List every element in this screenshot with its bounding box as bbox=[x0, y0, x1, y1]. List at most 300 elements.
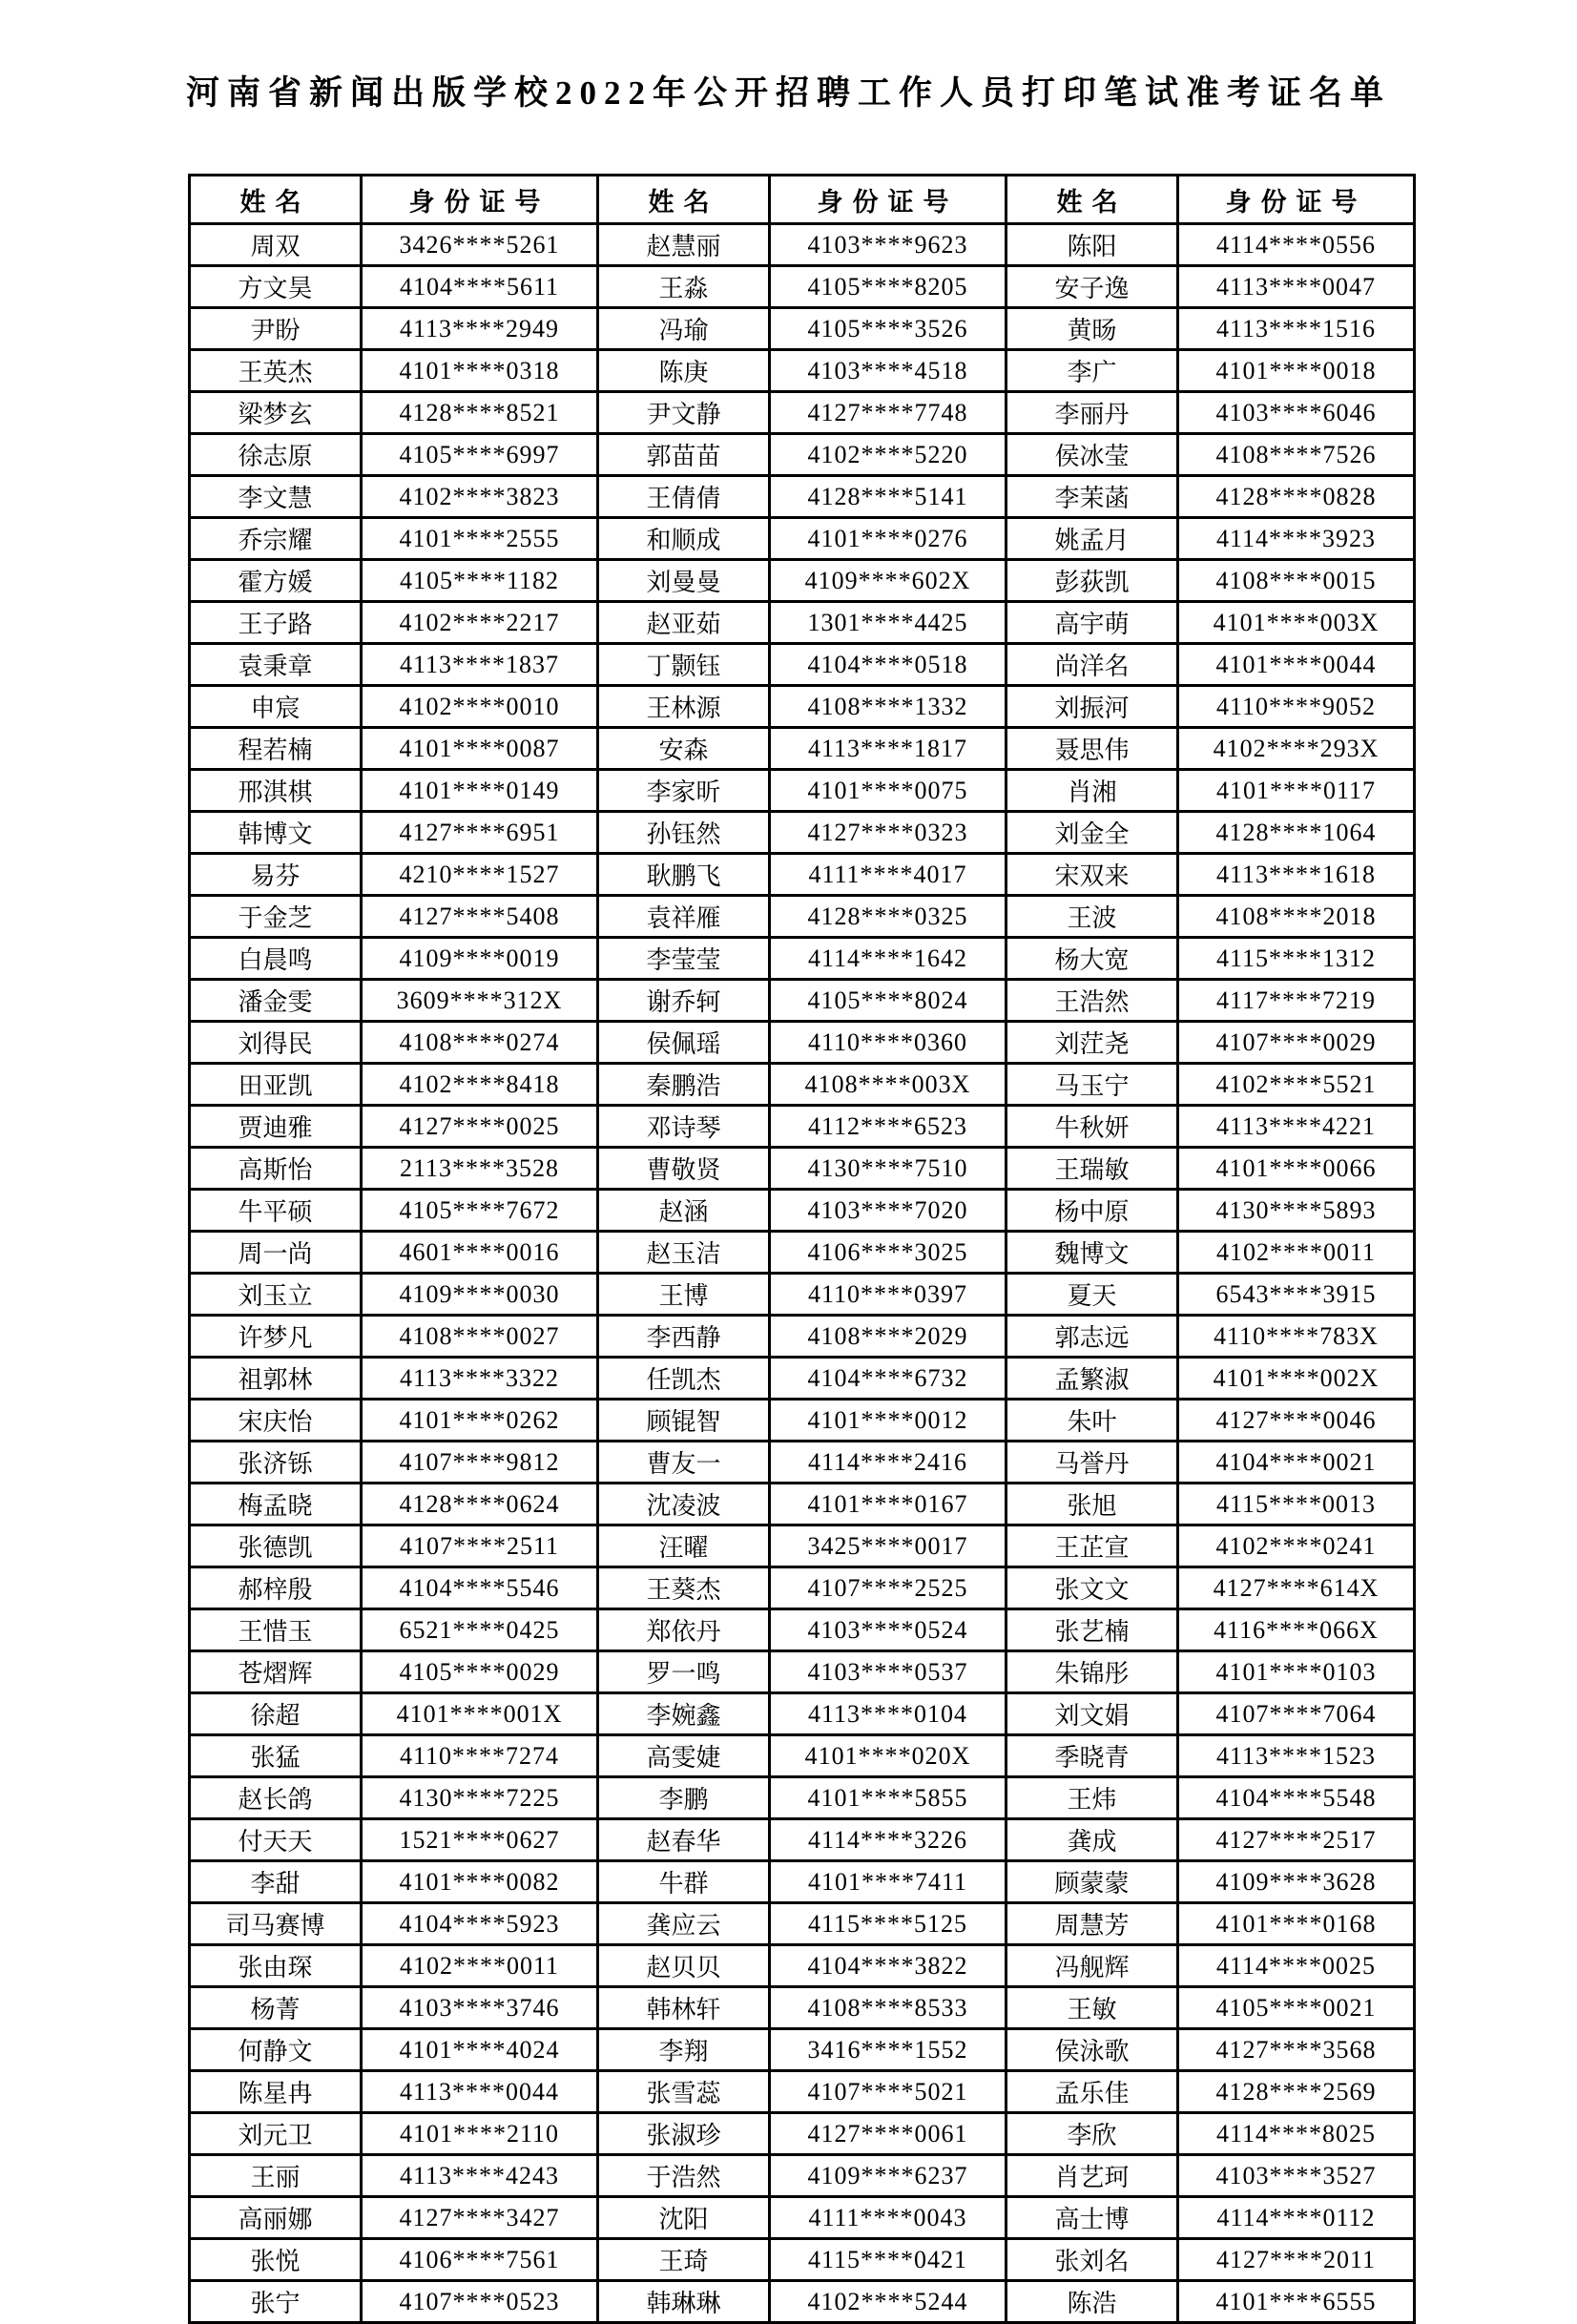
id-number-cell: 4127****7748 bbox=[770, 392, 1006, 434]
name-cell: 张德凯 bbox=[190, 1525, 362, 1567]
name-cell: 易芬 bbox=[190, 854, 362, 896]
table-row bbox=[190, 2155, 1415, 2197]
name-cell: 赵涵 bbox=[598, 1190, 770, 1232]
id-number-cell: 4101****0012 bbox=[770, 1400, 1006, 1442]
id-number-cell: 4101****4024 bbox=[362, 2029, 598, 2071]
col-header-name: 姓名 bbox=[1006, 176, 1178, 224]
id-number-cell: 4113****0047 bbox=[1178, 266, 1415, 308]
id-number-cell: 4113****0104 bbox=[770, 1693, 1006, 1735]
name-cell: 王倩倩 bbox=[598, 476, 770, 518]
name-cell: 李甜 bbox=[190, 1861, 362, 1903]
name-cell: 侯佩瑶 bbox=[598, 1022, 770, 1064]
id-number-cell: 4101****0262 bbox=[362, 1400, 598, 1442]
col-header-id: 身份证号 bbox=[1178, 176, 1415, 224]
name-cell: 白晨鸣 bbox=[190, 938, 362, 980]
id-number-cell: 4103****3746 bbox=[362, 1987, 598, 2029]
id-number-cell: 4103****9623 bbox=[770, 224, 1006, 266]
name-cell: 张雪蕊 bbox=[598, 2071, 770, 2113]
table-row bbox=[190, 1651, 1415, 1693]
table-row bbox=[190, 518, 1415, 560]
id-number-cell: 4102****5521 bbox=[1178, 1064, 1415, 1106]
table-row bbox=[190, 1358, 1415, 1400]
id-number-cell: 4108****7526 bbox=[1178, 434, 1415, 476]
name-cell: 陈庚 bbox=[598, 350, 770, 392]
name-cell: 苍熠辉 bbox=[190, 1651, 362, 1693]
id-number-cell: 4104****6732 bbox=[770, 1358, 1006, 1400]
name-cell: 刘玉立 bbox=[190, 1274, 362, 1316]
name-cell: 申宸 bbox=[190, 686, 362, 728]
id-number-cell: 4130****7225 bbox=[362, 1777, 598, 1819]
id-number-cell: 4108****0027 bbox=[362, 1316, 598, 1358]
name-cell: 王丽 bbox=[190, 2155, 362, 2197]
name-cell: 马誉丹 bbox=[1006, 1442, 1178, 1484]
name-cell: 李婉鑫 bbox=[598, 1693, 770, 1735]
id-number-cell: 4107****7064 bbox=[1178, 1693, 1415, 1735]
id-number-cell: 4127****3568 bbox=[1178, 2029, 1415, 2071]
id-number-cell: 4107****9812 bbox=[362, 1442, 598, 1484]
name-cell: 侯泳歌 bbox=[1006, 2029, 1178, 2071]
name-cell: 杨菁 bbox=[190, 1987, 362, 2029]
id-number-cell: 4104****5546 bbox=[362, 1567, 598, 1609]
table-row bbox=[190, 686, 1415, 728]
name-cell: 王波 bbox=[1006, 896, 1178, 938]
table-row bbox=[190, 2113, 1415, 2155]
name-cell: 高斯怡 bbox=[190, 1148, 362, 1190]
name-cell: 高丽娜 bbox=[190, 2197, 362, 2239]
id-number-cell: 4105****1182 bbox=[362, 560, 598, 602]
table-row bbox=[190, 728, 1415, 770]
id-number-cell: 4101****0075 bbox=[770, 770, 1006, 812]
id-number-cell: 4113****1523 bbox=[1178, 1735, 1415, 1777]
id-number-cell: 4115****5125 bbox=[770, 1903, 1006, 1945]
id-number-cell: 4111****4017 bbox=[770, 854, 1006, 896]
name-cell: 乔宗耀 bbox=[190, 518, 362, 560]
name-cell: 赵慧丽 bbox=[598, 224, 770, 266]
name-cell: 王惜玉 bbox=[190, 1609, 362, 1651]
id-number-cell: 4102****2217 bbox=[362, 602, 598, 644]
roster-table bbox=[188, 174, 1416, 2324]
id-number-cell: 4128****2569 bbox=[1178, 2071, 1415, 2113]
id-number-cell: 4108****2018 bbox=[1178, 896, 1415, 938]
table-row bbox=[190, 1525, 1415, 1567]
id-number-cell: 4108****0015 bbox=[1178, 560, 1415, 602]
table-row bbox=[190, 434, 1415, 476]
id-number-cell: 4115****1312 bbox=[1178, 938, 1415, 980]
table-row bbox=[190, 266, 1415, 308]
name-cell: 孟繁淑 bbox=[1006, 1358, 1178, 1400]
id-number-cell: 4127****3427 bbox=[362, 2197, 598, 2239]
table-row bbox=[190, 980, 1415, 1022]
name-cell: 夏天 bbox=[1006, 1274, 1178, 1316]
name-cell: 司马赛博 bbox=[190, 1903, 362, 1945]
name-cell: 王英杰 bbox=[190, 350, 362, 392]
name-cell: 龚成 bbox=[1006, 1819, 1178, 1861]
name-cell: 沈阳 bbox=[598, 2197, 770, 2239]
id-number-cell: 4101****0149 bbox=[362, 770, 598, 812]
name-cell: 高宇萌 bbox=[1006, 602, 1178, 644]
id-number-cell: 4109****6237 bbox=[770, 2155, 1006, 2197]
name-cell: 沈凌波 bbox=[598, 1484, 770, 1525]
id-number-cell: 3426****5261 bbox=[362, 224, 598, 266]
name-cell: 张刘名 bbox=[1006, 2239, 1178, 2281]
name-cell: 陈阳 bbox=[1006, 224, 1178, 266]
id-number-cell: 4105****6997 bbox=[362, 434, 598, 476]
name-cell: 杨大宽 bbox=[1006, 938, 1178, 980]
name-cell: 曹友一 bbox=[598, 1442, 770, 1484]
table-row bbox=[190, 1945, 1415, 1987]
id-number-cell: 4102****0010 bbox=[362, 686, 598, 728]
table-row bbox=[190, 476, 1415, 518]
name-cell: 刘振河 bbox=[1006, 686, 1178, 728]
name-cell: 赵玉洁 bbox=[598, 1232, 770, 1274]
id-number-cell: 4105****8205 bbox=[770, 266, 1006, 308]
id-number-cell: 4108****1332 bbox=[770, 686, 1006, 728]
id-number-cell: 4111****0043 bbox=[770, 2197, 1006, 2239]
id-number-cell: 4110****7274 bbox=[362, 1735, 598, 1777]
name-cell: 徐志原 bbox=[190, 434, 362, 476]
table-row bbox=[190, 1232, 1415, 1274]
name-cell: 王林源 bbox=[598, 686, 770, 728]
id-number-cell: 4107****2525 bbox=[770, 1567, 1006, 1609]
id-number-cell: 4102****5220 bbox=[770, 434, 1006, 476]
table-row bbox=[190, 2281, 1415, 2323]
id-number-cell: 4114****0025 bbox=[1178, 1945, 1415, 1987]
name-cell: 李欣 bbox=[1006, 2113, 1178, 2155]
id-number-cell: 4101****0168 bbox=[1178, 1903, 1415, 1945]
id-number-cell: 4101****0082 bbox=[362, 1861, 598, 1903]
id-number-cell: 4128****0624 bbox=[362, 1484, 598, 1525]
table-row bbox=[190, 2239, 1415, 2281]
table-row bbox=[190, 602, 1415, 644]
name-cell: 韩博文 bbox=[190, 812, 362, 854]
name-cell: 宋双来 bbox=[1006, 854, 1178, 896]
table-row bbox=[190, 1609, 1415, 1651]
id-number-cell: 4109****3628 bbox=[1178, 1861, 1415, 1903]
name-cell: 张由琛 bbox=[190, 1945, 362, 1987]
id-number-cell: 4108****2029 bbox=[770, 1316, 1006, 1358]
id-number-cell: 4128****1064 bbox=[1178, 812, 1415, 854]
id-number-cell: 4113****0044 bbox=[362, 2071, 598, 2113]
id-number-cell: 4601****0016 bbox=[362, 1232, 598, 1274]
id-number-cell: 4110****0397 bbox=[770, 1274, 1006, 1316]
name-cell: 季晓青 bbox=[1006, 1735, 1178, 1777]
id-number-cell: 1521****0627 bbox=[362, 1819, 598, 1861]
id-number-cell: 4103****4518 bbox=[770, 350, 1006, 392]
name-cell: 李家昕 bbox=[598, 770, 770, 812]
id-number-cell: 4109****0019 bbox=[362, 938, 598, 980]
id-number-cell: 4130****5893 bbox=[1178, 1190, 1415, 1232]
name-cell: 贾迪雅 bbox=[190, 1106, 362, 1148]
id-number-cell: 4101****7411 bbox=[770, 1861, 1006, 1903]
name-cell: 李莹莹 bbox=[598, 938, 770, 980]
id-number-cell: 4110****9052 bbox=[1178, 686, 1415, 728]
table-header bbox=[190, 176, 1415, 224]
table-row bbox=[190, 1106, 1415, 1148]
id-number-cell: 6543****3915 bbox=[1178, 1274, 1415, 1316]
table-row bbox=[190, 1735, 1415, 1777]
name-cell: 祖郭林 bbox=[190, 1358, 362, 1400]
name-cell: 宋庆怡 bbox=[190, 1400, 362, 1442]
name-cell: 陈星冉 bbox=[190, 2071, 362, 2113]
id-number-cell: 4107****5021 bbox=[770, 2071, 1006, 2113]
name-cell: 曹敬贤 bbox=[598, 1148, 770, 1190]
name-cell: 于浩然 bbox=[598, 2155, 770, 2197]
id-number-cell: 4106****7561 bbox=[362, 2239, 598, 2281]
id-number-cell: 4112****6523 bbox=[770, 1106, 1006, 1148]
name-cell: 潘金雯 bbox=[190, 980, 362, 1022]
name-cell: 尹文静 bbox=[598, 392, 770, 434]
id-number-cell: 4107****0523 bbox=[362, 2281, 598, 2323]
id-number-cell: 4105****3526 bbox=[770, 308, 1006, 350]
id-number-cell: 4108****0274 bbox=[362, 1022, 598, 1064]
id-number-cell: 4101****2555 bbox=[362, 518, 598, 560]
id-number-cell: 4101****0318 bbox=[362, 350, 598, 392]
name-cell: 张旭 bbox=[1006, 1484, 1178, 1525]
name-cell: 刘文娟 bbox=[1006, 1693, 1178, 1735]
id-number-cell: 4130****7510 bbox=[770, 1148, 1006, 1190]
table-row bbox=[190, 812, 1415, 854]
name-cell: 尹盼 bbox=[190, 308, 362, 350]
id-number-cell: 1301****4425 bbox=[770, 602, 1006, 644]
name-cell: 聂思伟 bbox=[1006, 728, 1178, 770]
id-number-cell: 4113****1618 bbox=[1178, 854, 1415, 896]
id-number-cell: 4113****3322 bbox=[362, 1358, 598, 1400]
name-cell: 周双 bbox=[190, 224, 362, 266]
name-cell: 何静文 bbox=[190, 2029, 362, 2071]
name-cell: 丁颢钰 bbox=[598, 644, 770, 686]
name-cell: 于金芝 bbox=[190, 896, 362, 938]
table-row bbox=[190, 1274, 1415, 1316]
id-number-cell: 4105****0021 bbox=[1178, 1987, 1415, 2029]
id-number-cell: 4128****0325 bbox=[770, 896, 1006, 938]
id-number-cell: 4102****0011 bbox=[362, 1945, 598, 1987]
id-number-cell: 4104****5548 bbox=[1178, 1777, 1415, 1819]
name-cell: 朱叶 bbox=[1006, 1400, 1178, 1442]
name-cell: 尚洋名 bbox=[1006, 644, 1178, 686]
name-cell: 冯瑜 bbox=[598, 308, 770, 350]
name-cell: 高士博 bbox=[1006, 2197, 1178, 2239]
name-cell: 陈浩 bbox=[1006, 2281, 1178, 2323]
name-cell: 张宁 bbox=[190, 2281, 362, 2323]
id-number-cell: 4110****783X bbox=[1178, 1316, 1415, 1358]
id-number-cell: 4104****5611 bbox=[362, 266, 598, 308]
name-cell: 王子路 bbox=[190, 602, 362, 644]
name-cell: 张济铄 bbox=[190, 1442, 362, 1484]
name-cell: 罗一鸣 bbox=[598, 1651, 770, 1693]
id-number-cell: 4113****1817 bbox=[770, 728, 1006, 770]
id-number-cell: 4210****1527 bbox=[362, 854, 598, 896]
id-number-cell: 4105****7672 bbox=[362, 1190, 598, 1232]
table-row bbox=[190, 1819, 1415, 1861]
id-number-cell: 4105****8024 bbox=[770, 980, 1006, 1022]
id-number-cell: 4127****0061 bbox=[770, 2113, 1006, 2155]
name-cell: 顾锟智 bbox=[598, 1400, 770, 1442]
id-number-cell: 4116****066X bbox=[1178, 1609, 1415, 1651]
name-cell: 郭志远 bbox=[1006, 1316, 1178, 1358]
name-cell: 袁秉章 bbox=[190, 644, 362, 686]
name-cell: 孙钰然 bbox=[598, 812, 770, 854]
name-cell: 顾蒙蒙 bbox=[1006, 1861, 1178, 1903]
name-cell: 王炜 bbox=[1006, 1777, 1178, 1819]
id-number-cell: 4127****0323 bbox=[770, 812, 1006, 854]
name-cell: 侯冰莹 bbox=[1006, 434, 1178, 476]
name-cell: 李丽丹 bbox=[1006, 392, 1178, 434]
name-cell: 韩林轩 bbox=[598, 1987, 770, 2029]
name-cell: 邓诗琴 bbox=[598, 1106, 770, 1148]
id-number-cell: 4109****0030 bbox=[362, 1274, 598, 1316]
table-row bbox=[190, 1064, 1415, 1106]
id-number-cell: 4108****003X bbox=[770, 1064, 1006, 1106]
name-cell: 霍方媛 bbox=[190, 560, 362, 602]
id-number-cell: 4110****0360 bbox=[770, 1022, 1006, 1064]
name-cell: 张艺楠 bbox=[1006, 1609, 1178, 1651]
table-row bbox=[190, 644, 1415, 686]
name-cell: 刘金全 bbox=[1006, 812, 1178, 854]
name-cell: 郝梓殷 bbox=[190, 1567, 362, 1609]
id-number-cell: 4107****0029 bbox=[1178, 1022, 1415, 1064]
id-number-cell: 4101****020X bbox=[770, 1735, 1006, 1777]
id-number-cell: 4101****6555 bbox=[1178, 2281, 1415, 2323]
name-cell: 牛群 bbox=[598, 1861, 770, 1903]
table-row bbox=[190, 560, 1415, 602]
id-number-cell: 4127****0025 bbox=[362, 1106, 598, 1148]
id-number-cell: 4103****0537 bbox=[770, 1651, 1006, 1693]
name-cell: 赵长鸽 bbox=[190, 1777, 362, 1819]
name-cell: 刘茳尧 bbox=[1006, 1022, 1178, 1064]
id-number-cell: 3609****312X bbox=[362, 980, 598, 1022]
name-cell: 张悦 bbox=[190, 2239, 362, 2281]
table-row bbox=[190, 938, 1415, 980]
table-row bbox=[190, 1987, 1415, 2029]
name-cell: 王浩然 bbox=[1006, 980, 1178, 1022]
id-number-cell: 4127****6951 bbox=[362, 812, 598, 854]
id-number-cell: 4101****003X bbox=[1178, 602, 1415, 644]
name-cell: 刘元卫 bbox=[190, 2113, 362, 2155]
id-number-cell: 4101****0117 bbox=[1178, 770, 1415, 812]
id-number-cell: 4114****2416 bbox=[770, 1442, 1006, 1484]
id-number-cell: 4114****8025 bbox=[1178, 2113, 1415, 2155]
name-cell: 秦鹏浩 bbox=[598, 1064, 770, 1106]
name-cell: 高雯婕 bbox=[598, 1735, 770, 1777]
name-cell: 郑依丹 bbox=[598, 1609, 770, 1651]
name-cell: 周慧芳 bbox=[1006, 1903, 1178, 1945]
name-cell: 彭荻凯 bbox=[1006, 560, 1178, 602]
table-row bbox=[190, 1484, 1415, 1525]
table-row bbox=[190, 392, 1415, 434]
name-cell: 张淑珍 bbox=[598, 2113, 770, 2155]
name-cell: 张文文 bbox=[1006, 1567, 1178, 1609]
id-number-cell: 4101****0087 bbox=[362, 728, 598, 770]
name-cell: 徐超 bbox=[190, 1693, 362, 1735]
table-row bbox=[190, 1777, 1415, 1819]
name-cell: 王芷宣 bbox=[1006, 1525, 1178, 1567]
col-header-name: 姓名 bbox=[598, 176, 770, 224]
name-cell: 任凯杰 bbox=[598, 1358, 770, 1400]
id-number-cell: 4127****0046 bbox=[1178, 1400, 1415, 1442]
table-row bbox=[190, 224, 1415, 266]
name-cell: 刘得民 bbox=[190, 1022, 362, 1064]
name-cell: 孟乐佳 bbox=[1006, 2071, 1178, 2113]
id-number-cell: 4103****6046 bbox=[1178, 392, 1415, 434]
name-cell: 谢乔轲 bbox=[598, 980, 770, 1022]
id-number-cell: 4128****0828 bbox=[1178, 476, 1415, 518]
name-cell: 王博 bbox=[598, 1274, 770, 1316]
id-number-cell: 4101****001X bbox=[362, 1693, 598, 1735]
id-number-cell: 4102****0241 bbox=[1178, 1525, 1415, 1567]
id-number-cell: 4102****0011 bbox=[1178, 1232, 1415, 1274]
col-header-name: 姓名 bbox=[190, 176, 362, 224]
id-number-cell: 4104****0021 bbox=[1178, 1442, 1415, 1484]
id-number-cell: 4113****4221 bbox=[1178, 1106, 1415, 1148]
name-cell: 付天天 bbox=[190, 1819, 362, 1861]
table-row bbox=[190, 770, 1415, 812]
id-number-cell: 4101****5855 bbox=[770, 1777, 1006, 1819]
id-number-cell: 4101****2110 bbox=[362, 2113, 598, 2155]
table-row bbox=[190, 854, 1415, 896]
id-number-cell: 4102****5244 bbox=[770, 2281, 1006, 2323]
name-cell: 牛平硕 bbox=[190, 1190, 362, 1232]
id-number-cell: 3425****0017 bbox=[770, 1525, 1006, 1567]
name-cell: 安子逸 bbox=[1006, 266, 1178, 308]
name-cell: 王葵杰 bbox=[598, 1567, 770, 1609]
table-row bbox=[190, 350, 1415, 392]
table-row bbox=[190, 1148, 1415, 1190]
name-cell: 汪曜 bbox=[598, 1525, 770, 1567]
id-number-cell: 4104****5923 bbox=[362, 1903, 598, 1945]
table-row bbox=[190, 1400, 1415, 1442]
name-cell: 安森 bbox=[598, 728, 770, 770]
id-number-cell: 4102****3823 bbox=[362, 476, 598, 518]
id-number-cell: 4101****002X bbox=[1178, 1358, 1415, 1400]
id-number-cell: 4109****602X bbox=[770, 560, 1006, 602]
name-cell: 杨中原 bbox=[1006, 1190, 1178, 1232]
id-number-cell: 4101****0018 bbox=[1178, 350, 1415, 392]
name-cell: 李茉菡 bbox=[1006, 476, 1178, 518]
table-row bbox=[190, 308, 1415, 350]
name-cell: 梅孟晓 bbox=[190, 1484, 362, 1525]
id-number-cell: 4114****3923 bbox=[1178, 518, 1415, 560]
name-cell: 李文慧 bbox=[190, 476, 362, 518]
table-row bbox=[190, 1861, 1415, 1903]
name-cell: 黄旸 bbox=[1006, 308, 1178, 350]
table-row bbox=[190, 2197, 1415, 2239]
name-cell: 王淼 bbox=[598, 266, 770, 308]
name-cell: 李翔 bbox=[598, 2029, 770, 2071]
table-row bbox=[190, 1190, 1415, 1232]
id-number-cell: 4107****2511 bbox=[362, 1525, 598, 1567]
name-cell: 龚应云 bbox=[598, 1903, 770, 1945]
id-number-cell: 4113****1837 bbox=[362, 644, 598, 686]
id-number-cell: 4106****3025 bbox=[770, 1232, 1006, 1274]
id-number-cell: 4104****3822 bbox=[770, 1945, 1006, 1987]
id-number-cell: 4127****2517 bbox=[1178, 1819, 1415, 1861]
id-number-cell: 4128****5141 bbox=[770, 476, 1006, 518]
id-number-cell: 4102****8418 bbox=[362, 1064, 598, 1106]
name-cell: 魏博文 bbox=[1006, 1232, 1178, 1274]
table-row bbox=[190, 1022, 1415, 1064]
name-cell: 田亚凯 bbox=[190, 1064, 362, 1106]
id-number-cell: 4104****0518 bbox=[770, 644, 1006, 686]
id-number-cell: 4108****8533 bbox=[770, 1987, 1006, 2029]
name-cell: 张猛 bbox=[190, 1735, 362, 1777]
name-cell: 马玉宁 bbox=[1006, 1064, 1178, 1106]
name-cell: 邢淇棋 bbox=[190, 770, 362, 812]
name-cell: 梁梦玄 bbox=[190, 392, 362, 434]
name-cell: 程若楠 bbox=[190, 728, 362, 770]
id-number-cell: 4103****3527 bbox=[1178, 2155, 1415, 2197]
name-cell: 郭苗苗 bbox=[598, 434, 770, 476]
name-cell: 赵亚茹 bbox=[598, 602, 770, 644]
